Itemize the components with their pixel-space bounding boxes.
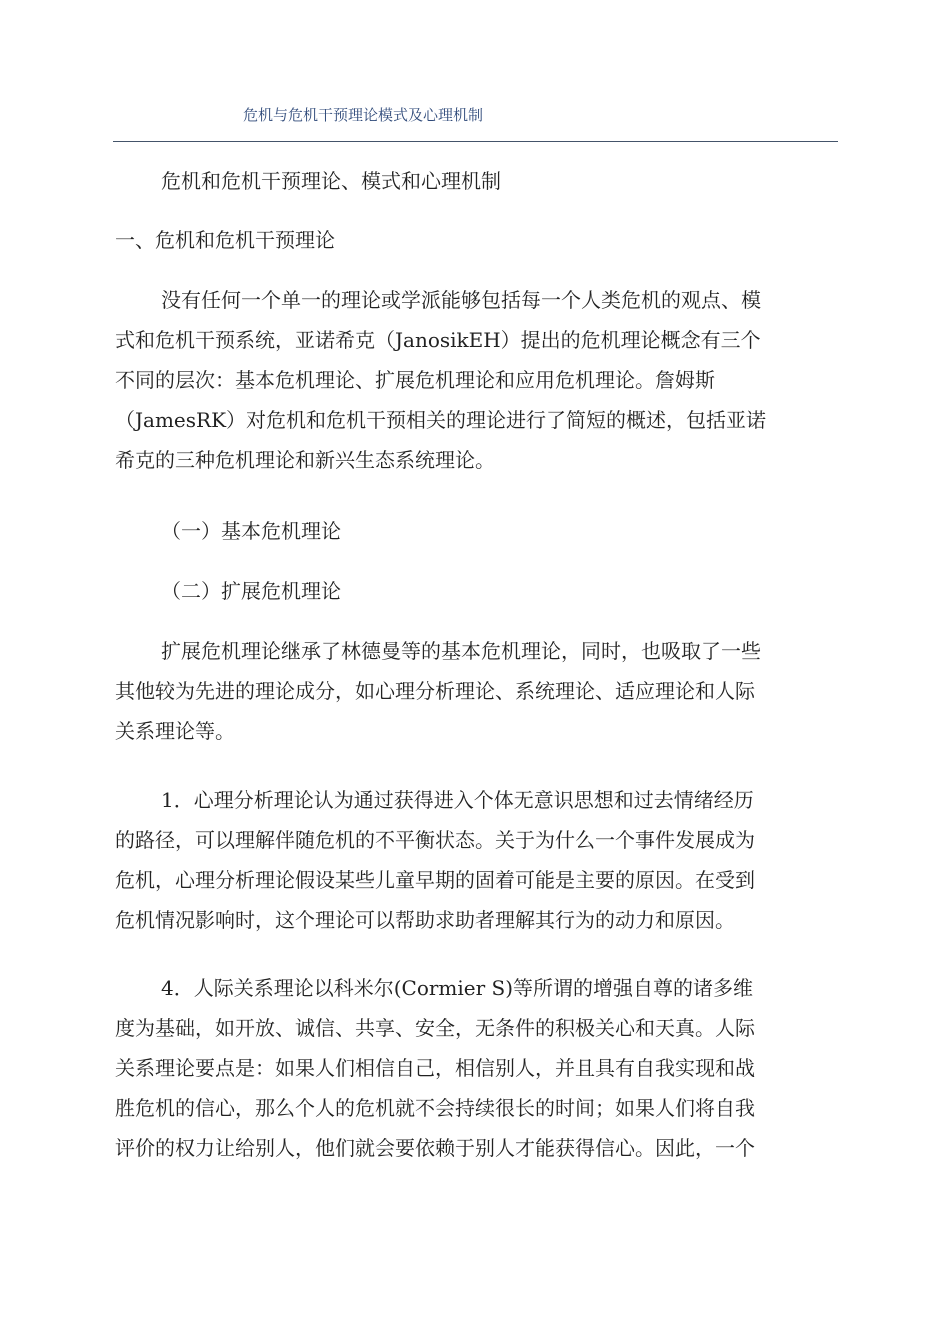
document-title: 危机和危机干预理论、模式和心理机制: [161, 169, 501, 193]
paragraph-line: 危机情况影响时，这个理论可以帮助求助者理解其行为的动力和原因。: [115, 908, 735, 932]
paragraph-line: 扩展危机理论继承了林德曼等的基本危机理论，同时，也吸取了一些: [161, 639, 761, 663]
paragraph-line: 关系理论要点是：如果人们相信自己，相信别人，并且具有自我实现和战: [115, 1056, 755, 1080]
paragraph-line: 胜危机的信心，那么个人的危机就不会持续很长的时间；如果人们将自我: [115, 1096, 755, 1120]
paragraph-line: 评价的权力让给别人，他们就会要依赖于别人才能获得信心。因此，一个: [115, 1136, 755, 1160]
paragraph-line: （JamesRK）对危机和危机干预相关的理论进行了简短的概述，包括亚诺: [115, 408, 767, 432]
section-heading: 一、危机和危机干预理论: [115, 228, 335, 252]
running-header-title: 危机与危机干预理论模式及心理机制: [243, 106, 484, 124]
subsection-heading: （一）基本危机理论: [161, 519, 341, 543]
paragraph-line: 关系理论等。: [115, 719, 235, 743]
paragraph-line: 没有任何一个单一的理论或学派能够包括每一个人类危机的观点、模: [161, 288, 761, 312]
paragraph-line: 不同的层次：基本危机理论、扩展危机理论和应用危机理论。詹姆斯: [115, 368, 715, 392]
paragraph-line: 式和危机干预系统，亚诺希克（JanosikEH）提出的危机理论概念有三个: [115, 328, 761, 352]
subsection-heading: （二）扩展危机理论: [161, 579, 341, 603]
paragraph-line: 1．心理分析理论认为通过获得进入个体无意识思想和过去情绪经历: [161, 788, 754, 812]
header-divider: [113, 141, 838, 142]
paragraph-line: 危机，心理分析理论假设某些儿童早期的固着可能是主要的原因。在受到: [115, 868, 755, 892]
paragraph-line: 的路径，可以理解伴随危机的不平衡状态。关于为什么一个事件发展成为: [115, 828, 755, 852]
paragraph-line: 度为基础，如开放、诚信、共享、安全，无条件的积极关心和天真。人际: [115, 1016, 755, 1040]
paragraph-line: 其他较为先进的理论成分，如心理分析理论、系统理论、适应理论和人际: [115, 679, 755, 703]
paragraph-line: 4．人际关系理论以科米尔(Cormier S)等所谓的增强自尊的诸多维: [161, 976, 754, 1000]
paragraph-line: 希克的三种危机理论和新兴生态系统理论。: [115, 448, 495, 472]
